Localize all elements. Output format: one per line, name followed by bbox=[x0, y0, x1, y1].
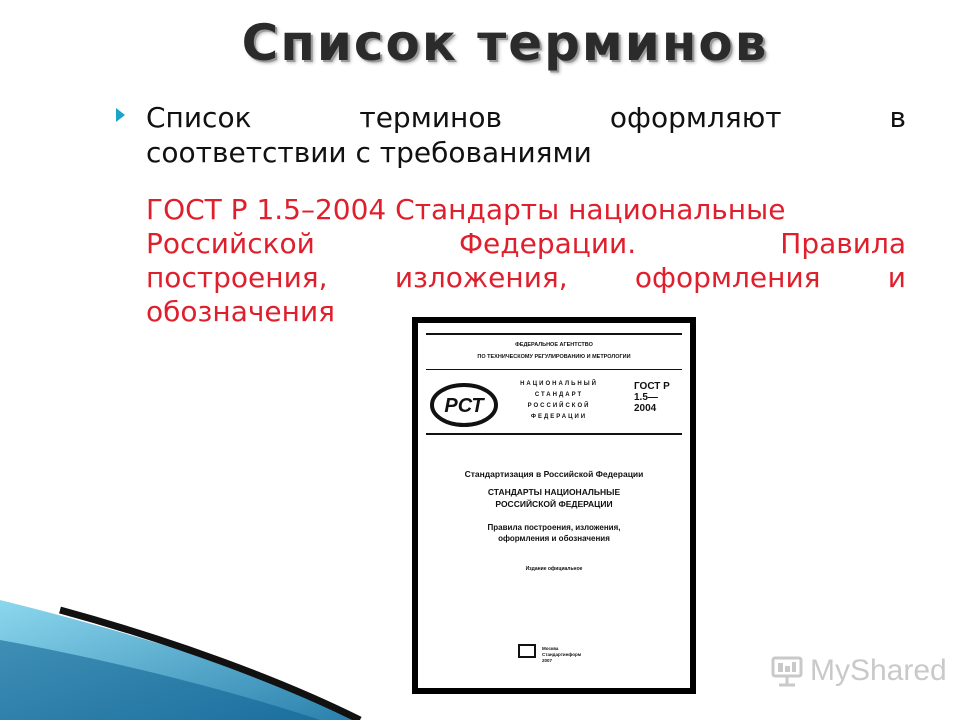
cover-agency-2: ПО ТЕХНИЧЕСКОМУ РЕГУЛИРОВАНИЮ И МЕТРОЛОГИИ bbox=[477, 354, 631, 360]
cover-title-line: СТАНДАРТЫ НАЦИОНАЛЬНЫЕ bbox=[487, 487, 621, 497]
gost-line-4: обозначения bbox=[146, 295, 335, 328]
cover-rule-top bbox=[426, 333, 682, 335]
watermark bbox=[770, 654, 947, 688]
bullet-item bbox=[146, 100, 906, 170]
cover-title bbox=[418, 486, 690, 510]
bullet-arrow-icon bbox=[116, 108, 125, 122]
cover-publisher-line: 2007 bbox=[542, 658, 553, 663]
cover-gost-number bbox=[634, 381, 670, 414]
cover-standard-line: РОССИЙСКОЙ bbox=[527, 403, 591, 409]
bullet-line-1: Список терминов оформляют в bbox=[146, 101, 906, 134]
gost-line-2: Российской Федерации. Правила bbox=[146, 227, 906, 260]
cover-rule-2 bbox=[426, 369, 682, 370]
cover-standard-line: НАЦИОНАЛЬНЫЙ bbox=[520, 381, 598, 387]
cover-standard-line: ФЕДЕРАЦИИ bbox=[530, 414, 588, 420]
document-cover-image bbox=[412, 317, 696, 694]
bullet-line-2: соответствии с требованиями bbox=[146, 136, 592, 169]
cover-rule-3 bbox=[426, 433, 682, 435]
gost-reference bbox=[146, 193, 906, 329]
cover-gost-line: ГОСТ Р bbox=[634, 381, 670, 392]
cover-publisher bbox=[542, 646, 581, 664]
cover-agency-1: ФЕДЕРАЛЬНОЕ АГЕНТСТВО bbox=[515, 342, 593, 348]
cover-standard-line: СТАНДАРТ bbox=[534, 392, 584, 398]
cover-publisher-line: Стандартинформ bbox=[542, 652, 582, 657]
gost-logo-icon bbox=[430, 383, 498, 427]
cover-title-line: РОССИЙСКОЙ ФЕДЕРАЦИИ bbox=[495, 499, 613, 509]
watermark-text: MyShared bbox=[810, 654, 947, 687]
cover-edition: Издание официальное bbox=[525, 566, 583, 572]
publisher-logo-icon bbox=[518, 644, 536, 658]
cover-subtitle-line: оформления и обозначения bbox=[498, 534, 610, 543]
cover-subtitle-line: Правила построения, изложения, bbox=[487, 523, 621, 532]
gost-line-3: построения, изложения, оформления и bbox=[146, 261, 906, 294]
svg-text:РСТ: РСТ bbox=[444, 395, 484, 417]
document-cover bbox=[418, 323, 690, 688]
cover-gost-line: 2004 bbox=[634, 403, 657, 414]
gost-line-1: ГОСТ Р 1.5–2004 Стандарты национальные bbox=[146, 193, 786, 226]
cover-gost-line: 1.5— bbox=[634, 392, 658, 403]
cover-subtitle bbox=[418, 522, 690, 544]
presentation-board-icon bbox=[770, 654, 804, 688]
cover-publisher-line: Москва bbox=[542, 646, 559, 651]
cover-standard-label bbox=[504, 379, 614, 423]
cover-heading: Стандартизация в Российской Федерации bbox=[464, 469, 644, 479]
page-title: Список терминов bbox=[241, 14, 769, 72]
